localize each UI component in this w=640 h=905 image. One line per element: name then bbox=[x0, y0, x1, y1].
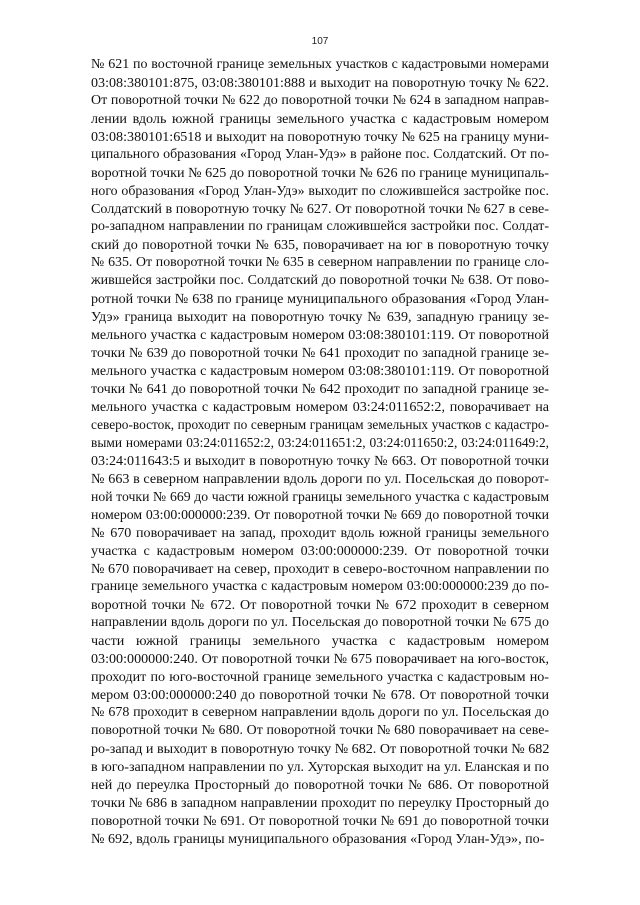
text-line: воротной точки № 625 до поворотной точки № 626 по границе муниципаль- bbox=[91, 165, 549, 181]
text-line: ро-западном направлении по границам сложившейся застройки пос. Солдат- bbox=[91, 219, 549, 234]
text-line: ротной точки № 638 по границе муниципального образования «Город Улан- bbox=[91, 291, 549, 307]
text-line: № 663 в северном направлении вдоль дороги по ул. Посельская до поворот- bbox=[91, 471, 549, 487]
body-text bbox=[91, 56, 549, 848]
text-line: Солдатский в поворотную точку № 627. От поворотной точки № 627 в севе- bbox=[91, 201, 549, 217]
text-line: участка с кадастровым номером 03:00:000000:239. От поворотной точки bbox=[91, 543, 549, 559]
text-line: ский до поворотной точки № 635, поворачивает на юг в поворотную точку bbox=[91, 237, 549, 253]
text-line: лении вдоль южной границы земельного участка с кадастровым номером bbox=[91, 111, 549, 127]
text-line: поворотной точки № 691. От поворотной точки № 691 до поворотной точки bbox=[91, 813, 549, 829]
text-line: мером 03:00:000000:240 до поворотной точки № 678. От поворотной точки bbox=[91, 687, 549, 703]
text-line: № 670 поворачивает на запад, проходит вдоль южной границы земельного bbox=[91, 525, 549, 541]
text-line: ципального образования «Город Улан-Удэ» в районе пос. Солдатский. От по- bbox=[91, 147, 549, 162]
text-line: 03:08:380101:875, 03:08:380101:888 и выходит на поворотную точку № 622. bbox=[91, 75, 549, 91]
text-line: в юго-западном направлении по ул. Хуторская выходит на ул. Еланская и по bbox=[91, 759, 549, 775]
text-line: № 670 поворачивает на север, проходит в северо-восточном направлении по bbox=[91, 561, 549, 577]
text-line: мельного участка с кадастровым номером 03:08:380101:119. От поворотной bbox=[91, 327, 549, 343]
text-line: части южной границы земельного участка с кадастровым номером bbox=[91, 633, 549, 649]
text-line: воротной точки № 672. От поворотной точки № 672 проходит в северном bbox=[91, 597, 549, 613]
text-line: 03:00:000000:240. От поворотной точки № 675 поворачивает на юго-восток, bbox=[91, 651, 549, 667]
text-line: жившейся застройки пос. Солдатский до поворотной точки № 638. От пово- bbox=[91, 273, 549, 288]
text-line: поворотной точки № 680. От поворотной точки № 680 поворачивает на севе- bbox=[91, 723, 549, 738]
text-line: № 621 по восточной границе земельных участков с кадастровыми номерами bbox=[91, 57, 549, 72]
text-line: № 678 проходит в северном направлении вдоль дороги по ул. Посельская до bbox=[91, 705, 549, 720]
page-number: 107 bbox=[311, 36, 329, 47]
text-line: точки № 639 до поворотной точки № 641 проходит по западной границе зе- bbox=[91, 345, 549, 361]
text-line: номером 03:00:000000:239. От поворотной точки № 669 до поворотной точки bbox=[91, 507, 549, 522]
text-line: 03:24:011643:5 и выходит в поворотную точку № 663. От поворотной точки bbox=[91, 453, 549, 469]
text-line: № 692, вдоль границы муниципального образования «Город Улан-Удэ», по- bbox=[91, 831, 545, 847]
text-line: проходит по юго-восточной границе земельного участка с кадастровым но- bbox=[91, 669, 549, 685]
text-line: мельного участка с кадастровым номером 03:24:011652:2, поворачивает на bbox=[91, 399, 549, 415]
text-line: ной точки № 669 до части южной границы земельного участка с кадастровым bbox=[91, 489, 549, 504]
text-line: ро-запад и выходит в поворотную точку № 682. От поворотной точки № 682 bbox=[91, 741, 550, 757]
text-line: границе земельного участка с кадастровым номером 03:00:000000:239 до по- bbox=[91, 579, 549, 594]
text-line: северо-восток, проходит по северным границам земельных участков с кадастро- bbox=[91, 417, 549, 432]
text-line: точки № 686 в западном направлении проходит по переулку Просторный до bbox=[91, 795, 549, 811]
text-line: ней до переулка Просторный до поворотной точки № 686. От поворотной bbox=[91, 777, 549, 793]
text-line: мельного участка с кадастровым номером 03:08:380101:119. От поворотной bbox=[91, 363, 549, 379]
text-line: точки № 641 до поворотной точки № 642 проходит по западной границе зе- bbox=[91, 381, 549, 397]
text-line: выми номерами 03:24:011652:2, 03:24:011651:2, 03:24:011650:2, 03:24:011649:2, bbox=[91, 435, 549, 450]
text-line: направлении вдоль дороги по ул. Посельская до поворотной точки № 675 до bbox=[91, 615, 549, 630]
text-line: Удэ» граница выходит на поворотную точку № 639, западную границу зе- bbox=[91, 309, 549, 325]
text-line: От поворотной точки № 622 до поворотной точки № 624 в западном направ- bbox=[91, 93, 549, 108]
text-line: № 635. От поворотной точки № 635 в северном направлении по границе сло- bbox=[91, 255, 549, 270]
text-line: 03:08:380101:6518 и выходит на поворотную точку № 625 на границу муни- bbox=[91, 129, 549, 145]
text-line: ного образования «Город Улан-Удэ» выходит по сложившейся застройке пос. bbox=[91, 183, 549, 198]
